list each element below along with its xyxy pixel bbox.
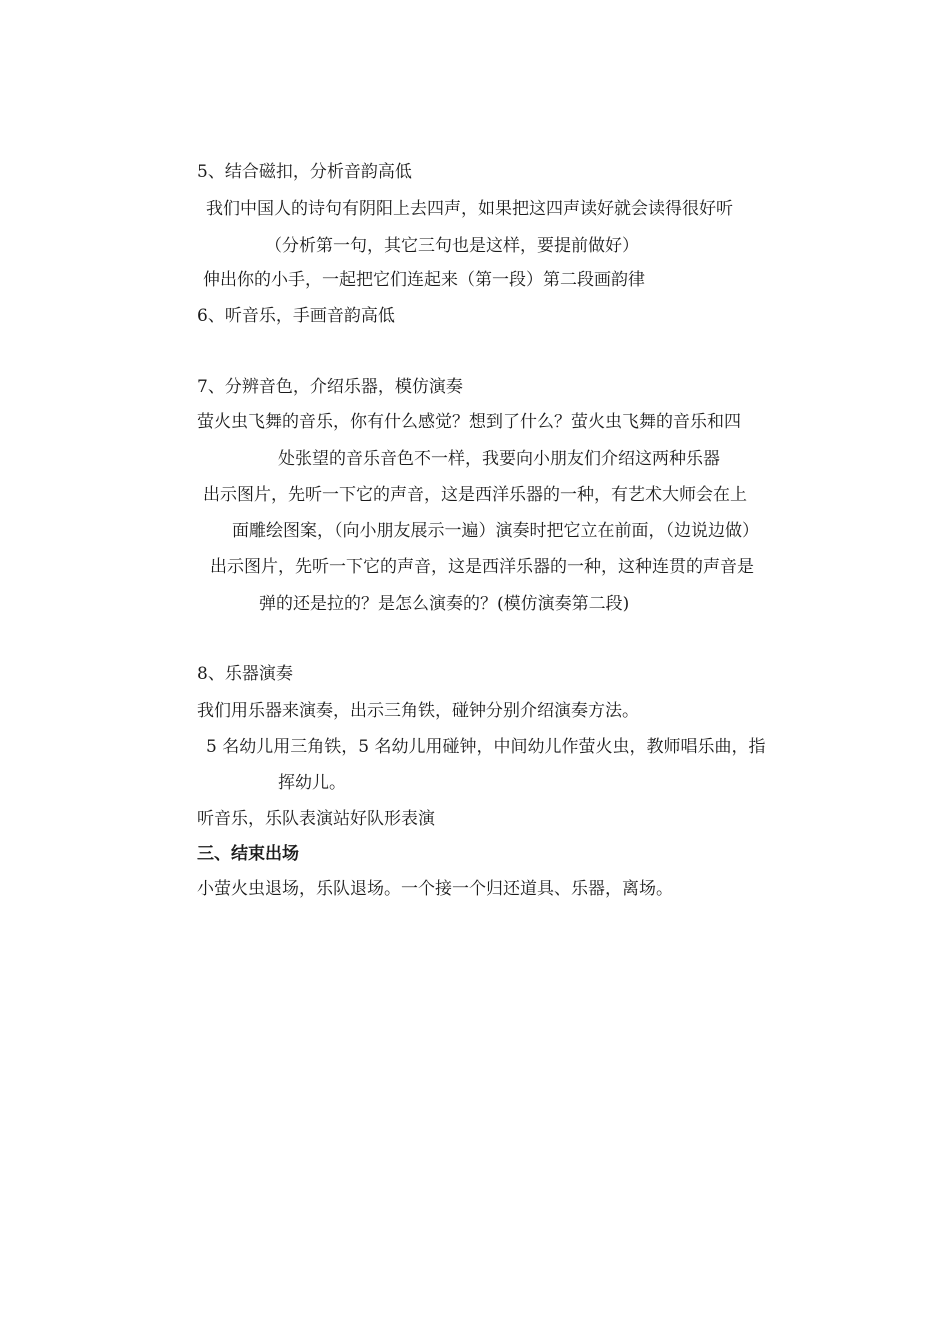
paragraph-line: 我们中国人的诗句有阴阳上去四声，如果把这四声读好就会读得很好听 [206, 199, 733, 219]
paragraph-line: （分析第一句，其它三句也是这样，要提前做好） [265, 236, 639, 256]
paragraph-line: 伸出你的小手，一起把它们连起来（第一段）第二段画韵律 [203, 270, 645, 290]
paragraph-line: 小萤火虫退场，乐队退场。一个接一个归还道具、乐器，离场。 [197, 879, 673, 899]
paragraph-line: 弹的还是拉的？是怎么演奏的？(模仿演奏第二段) [259, 594, 630, 614]
step-5-heading: 5、结合磁扣，分析音韵高低 [197, 162, 412, 182]
paragraph-line: 听音乐，乐队表演站好队形表演 [197, 809, 435, 829]
paragraph-line: 出示图片，先听一下它的声音，这是西洋乐器的一种，有艺术大师会在上 [203, 485, 747, 505]
step-7-heading: 7、分辨音色，介绍乐器，模仿演奏 [197, 377, 463, 397]
paragraph-line: 挥幼儿。 [278, 773, 346, 793]
paragraph-line: 处张望的音乐音色不一样，我要向小朋友们介绍这两种乐器 [278, 449, 720, 469]
paragraph-line: 出示图片，先听一下它的声音，这是西洋乐器的一种，这种连贯的声音是 [210, 557, 754, 577]
step-8-heading: 8、乐器演奏 [197, 664, 293, 684]
paragraph-line: 萤火虫飞舞的音乐，你有什么感觉？想到了什么？萤火虫飞舞的音乐和四 [197, 412, 741, 432]
paragraph-line: 5 名幼儿用三角铁，5 名幼儿用碰钟，中间幼儿作萤火虫，教师唱乐曲，指 [206, 737, 766, 757]
section-3-heading: 三、结束出场 [197, 844, 299, 864]
paragraph-line: 我们用乐器来演奏，出示三角铁，碰钟分别介绍演奏方法。 [197, 701, 639, 721]
step-6-heading: 6、听音乐，手画音韵高低 [197, 306, 395, 326]
paragraph-line: 面雕绘图案，（向小朋友展示一遍）演奏时把它立在前面，（边说边做） [232, 521, 759, 541]
